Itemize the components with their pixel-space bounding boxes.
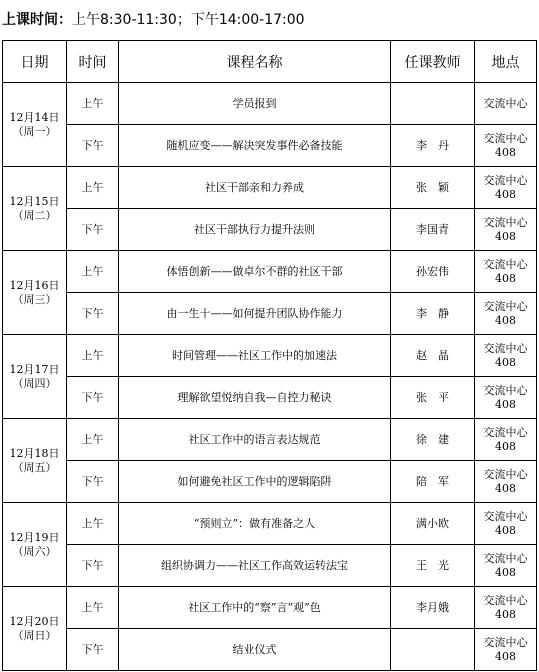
- course-cell: 社区干部执行力提升法则: [119, 209, 391, 251]
- period-cell: 上午: [67, 587, 119, 629]
- weekday-label: （周日）: [12, 628, 57, 642]
- location-room: 408: [495, 187, 516, 201]
- table-row: [3, 335, 537, 377]
- table-row: [3, 293, 537, 335]
- course-cell: 随机应变——解决突发事件必备技能: [119, 125, 391, 167]
- course-cell: 社区工作中的“察”言“观”色: [119, 587, 391, 629]
- date-cell: [3, 83, 67, 167]
- header-row: [3, 41, 537, 83]
- column-header-date: 日期: [3, 41, 67, 83]
- location-cell: [475, 83, 537, 125]
- table-row: [3, 377, 537, 419]
- location-room: 408: [495, 397, 516, 411]
- teacher-cell: [391, 629, 475, 671]
- date-label: 12月15日: [9, 194, 60, 208]
- course-cell: 时间管理——社区工作中的加速法: [119, 335, 391, 377]
- course-cell: 结业仪式: [119, 629, 391, 671]
- location-line: 交流中心: [483, 215, 528, 229]
- table-row: [3, 629, 537, 671]
- teacher-cell: 徐 建: [391, 419, 475, 461]
- weekday-label: （周四）: [12, 376, 57, 390]
- column-header-location: 地点: [475, 41, 537, 83]
- teacher-cell: 李月娥: [391, 587, 475, 629]
- period-cell: 上午: [67, 335, 119, 377]
- teacher-cell: 满小欧: [391, 503, 475, 545]
- teacher-cell: 赵 晶: [391, 335, 475, 377]
- location-cell: [475, 629, 537, 671]
- location-line: 交流中心: [483, 551, 528, 565]
- location-line: 交流中心: [483, 425, 528, 439]
- location-cell: [475, 461, 537, 503]
- location-line: 交流中心: [483, 509, 528, 523]
- period-cell: 下午: [67, 125, 119, 167]
- location-cell: [475, 545, 537, 587]
- location-room: 408: [495, 229, 516, 243]
- table-row: [3, 167, 537, 209]
- class-time-value: 上午8:30-11:30；下午14:00-17:00: [72, 12, 305, 28]
- date-cell: [3, 167, 67, 251]
- teacher-cell: 张 平: [391, 377, 475, 419]
- period-cell: 下午: [67, 209, 119, 251]
- teacher-cell: 王 光: [391, 545, 475, 587]
- course-cell: 组织协调力——社区工作高效运转法宝: [119, 545, 391, 587]
- weekday-label: （周一）: [12, 124, 57, 138]
- teacher-cell: 陪 军: [391, 461, 475, 503]
- course-cell: 社区工作中的语言表达规范: [119, 419, 391, 461]
- weekday-label: （周六）: [12, 544, 57, 558]
- location-line: 交流中心: [483, 383, 528, 397]
- teacher-cell: [391, 83, 475, 125]
- table-row: [3, 83, 537, 125]
- location-room: 408: [495, 523, 516, 537]
- location-cell: [475, 335, 537, 377]
- weekday-label: （周二）: [12, 208, 57, 222]
- period-cell: 上午: [67, 503, 119, 545]
- period-cell: 下午: [67, 293, 119, 335]
- location-cell: [475, 503, 537, 545]
- location-line: 交流中心: [483, 131, 528, 145]
- table-row: [3, 587, 537, 629]
- column-header-teacher: 任课教师: [391, 41, 475, 83]
- location-line: 交流中心: [483, 593, 528, 607]
- location-line: 交流中心: [483, 257, 528, 271]
- date-label: 12月18日: [9, 446, 60, 460]
- course-cell: 理解欲望悦纳自我—自控力秘诀: [119, 377, 391, 419]
- course-cell: “预则立”：做有准备之人: [119, 503, 391, 545]
- table-row: [3, 545, 537, 587]
- location-cell: [475, 167, 537, 209]
- location-line: 交流中心: [483, 341, 528, 355]
- period-cell: 下午: [67, 629, 119, 671]
- column-header-time: 时间: [67, 41, 119, 83]
- location-cell: [475, 587, 537, 629]
- location-room: 408: [495, 649, 516, 663]
- table-row: [3, 503, 537, 545]
- location-cell: [475, 377, 537, 419]
- location-line: 交流中心: [483, 96, 528, 110]
- period-cell: 上午: [67, 167, 119, 209]
- teacher-cell: 李 丹: [391, 125, 475, 167]
- table-row: [3, 209, 537, 251]
- table-row: [3, 461, 537, 503]
- location-room: 408: [495, 145, 516, 159]
- date-label: 12月16日: [9, 278, 60, 292]
- date-cell: [3, 503, 67, 587]
- location-line: 交流中心: [483, 635, 528, 649]
- period-cell: 上午: [67, 251, 119, 293]
- location-room: 408: [495, 481, 516, 495]
- course-cell: 如何避免社区工作中的逻辑陷阱: [119, 461, 391, 503]
- period-cell: 下午: [67, 377, 119, 419]
- course-cell: 社区干部亲和力养成: [119, 167, 391, 209]
- teacher-cell: 李 静: [391, 293, 475, 335]
- location-room: 408: [495, 355, 516, 369]
- location-room: 408: [495, 271, 516, 285]
- class-time-line: [2, 10, 305, 30]
- location-cell: [475, 209, 537, 251]
- location-room: 408: [495, 565, 516, 579]
- table-row: [3, 125, 537, 167]
- date-cell: [3, 419, 67, 503]
- date-label: 12月17日: [9, 362, 60, 376]
- course-cell: 学员报到: [119, 83, 391, 125]
- teacher-cell: 张 颖: [391, 167, 475, 209]
- date-cell: [3, 587, 67, 671]
- teacher-cell: 孙宏伟: [391, 251, 475, 293]
- location-cell: [475, 419, 537, 461]
- date-label: 12月20日: [9, 614, 60, 628]
- location-line: 交流中心: [483, 467, 528, 481]
- date-cell: [3, 335, 67, 419]
- period-cell: 上午: [67, 83, 119, 125]
- location-cell: [475, 293, 537, 335]
- schedule-table: [2, 40, 537, 671]
- location-room: 408: [495, 439, 516, 453]
- period-cell: 上午: [67, 419, 119, 461]
- table-row: [3, 251, 537, 293]
- table-row: [3, 419, 537, 461]
- date-label: 12月19日: [9, 530, 60, 544]
- column-header-course: 课程名称: [119, 41, 391, 83]
- class-time-label: 上课时间：: [2, 12, 72, 28]
- period-cell: 下午: [67, 545, 119, 587]
- location-line: 交流中心: [483, 173, 528, 187]
- course-cell: 体悟创新——做卓尔不群的社区干部: [119, 251, 391, 293]
- location-room: 408: [495, 607, 516, 621]
- weekday-label: （周三）: [12, 292, 57, 306]
- location-cell: [475, 251, 537, 293]
- location-line: 交流中心: [483, 299, 528, 313]
- weekday-label: （周五）: [12, 460, 57, 474]
- location-cell: [475, 125, 537, 167]
- teacher-cell: 李国青: [391, 209, 475, 251]
- date-label: 12月14日: [9, 110, 60, 124]
- date-cell: [3, 251, 67, 335]
- location-room: 408: [495, 313, 516, 327]
- period-cell: 下午: [67, 461, 119, 503]
- course-cell: 由一生十——如何提升团队协作能力: [119, 293, 391, 335]
